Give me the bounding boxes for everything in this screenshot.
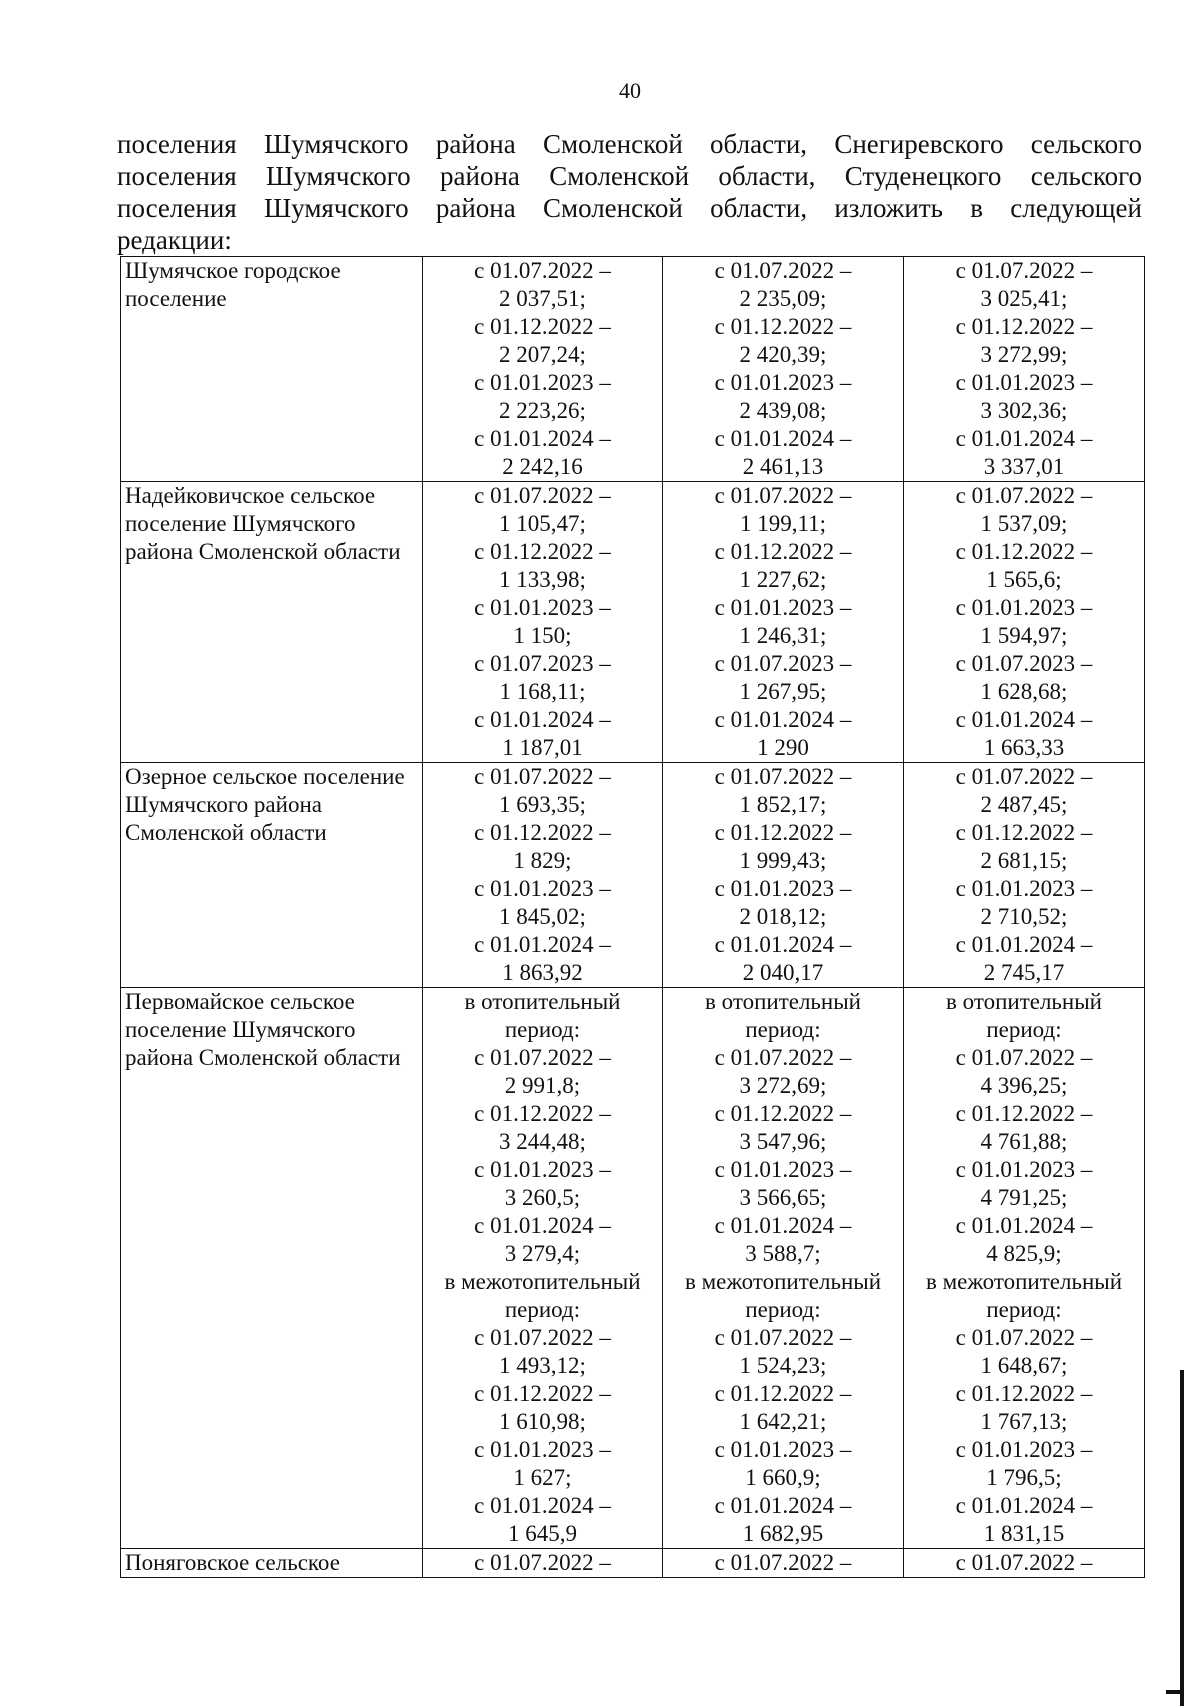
tariff-cell <box>904 482 1145 763</box>
tariff-line: с 01.07.2022 – <box>474 483 611 508</box>
tariff-line: 1 133,98; <box>499 567 586 592</box>
tariff-line: с 01.01.2024 – <box>714 707 852 732</box>
tariff-line: 1 693,35; <box>499 792 586 817</box>
tariff-line: с 01.01.2023 – <box>714 1437 852 1462</box>
tariff-line: 1 267,95; <box>739 679 827 704</box>
tariff-cell <box>423 482 663 763</box>
tariff-line: с 01.01.2024 – <box>714 426 852 451</box>
tariff-line: с 01.12.2022 – <box>955 314 1093 339</box>
table-row <box>121 1549 1145 1578</box>
tariff-line: 1 627; <box>513 1465 572 1490</box>
tariff-line: с 01.07.2022 – <box>714 1325 852 1350</box>
tariff-cell <box>423 257 663 482</box>
tariff-line: с 01.12.2022 – <box>474 1381 611 1406</box>
tariff-line: 1 682,95 <box>742 1521 824 1546</box>
tariff-line: с 01.01.2024 – <box>955 1493 1093 1518</box>
tariff-line: период: <box>745 1297 821 1322</box>
tariff-cell <box>904 988 1145 1549</box>
tariff-line: с 01.07.2022 – <box>714 258 852 283</box>
tariff-line: 3 547,96; <box>739 1129 827 1154</box>
tariff-line: с 01.07.2022 – <box>474 764 611 789</box>
tariff-line: 1 199,11; <box>739 511 827 536</box>
tariff-cell <box>423 763 663 988</box>
tariff-line: 1 537,09; <box>980 511 1068 536</box>
tariff-line: 3 272,99; <box>980 342 1068 367</box>
tariff-line: 2 681,15; <box>980 848 1068 873</box>
tariff-line: с 01.12.2022 – <box>955 1101 1093 1126</box>
tariff-cell <box>663 988 904 1549</box>
tariff-line: 1 168,11; <box>499 679 586 704</box>
tariff-cell <box>904 1549 1145 1578</box>
tariff-table <box>120 256 1145 1578</box>
tariff-line: с 01.01.2024 – <box>955 932 1093 957</box>
tariff-line: в межотопительный <box>444 1269 641 1294</box>
tariff-line: с 01.07.2022 – <box>714 764 852 789</box>
tariff-line: 4 791,25; <box>980 1185 1068 1210</box>
tariff-line: 3 588,7; <box>745 1241 821 1266</box>
tariff-line: 1 493,12; <box>499 1353 586 1378</box>
tariff-cell <box>663 763 904 988</box>
settlement-name: Шумячское городское поселение <box>121 257 423 482</box>
tariff-line: с 01.01.2024 – <box>714 1213 852 1238</box>
tariff-line: с 01.12.2022 – <box>474 820 611 845</box>
tariff-line: период: <box>986 1017 1062 1042</box>
tariff-line: 1 852,17; <box>739 792 827 817</box>
tariff-line: 1 642,21; <box>739 1409 827 1434</box>
tariff-cell <box>663 1549 904 1578</box>
tariff-line: с 01.07.2022 – <box>955 483 1093 508</box>
tariff-line: с 01.01.2023 – <box>955 370 1093 395</box>
tariff-line: с 01.07.2022 – <box>955 258 1093 283</box>
tariff-line: 1 227,62; <box>739 567 827 592</box>
tariff-line: 1 290 <box>757 735 809 760</box>
tariff-line: с 01.01.2023 – <box>474 1437 611 1462</box>
tariff-line: 1 610,98; <box>499 1409 586 1434</box>
tariff-line: с 01.07.2023 – <box>955 651 1093 676</box>
tariff-line: с 01.01.2023 – <box>474 370 611 395</box>
tariff-line: с 01.01.2024 – <box>474 426 611 451</box>
intro-line: поселения Шумячского района Смоленской области, Снегиревского сельского <box>117 129 1142 159</box>
intro-line: поселения Шумячского района Смоленской области, Студенецкого сельского <box>117 161 1142 191</box>
tariff-line: с 01.12.2022 – <box>955 820 1093 845</box>
tariff-line: 4 396,25; <box>980 1073 1068 1098</box>
tariff-line: 1 663,33 <box>983 735 1065 760</box>
tariff-line: период: <box>504 1017 581 1042</box>
tariff-line: с 01.07.2022 – <box>955 1325 1093 1350</box>
intro-line: поселения Шумячского района Смоленской области, изложить в следующей <box>117 193 1142 223</box>
tariff-line: 2 420,39; <box>739 342 827 367</box>
tariff-line: 1 831,15 <box>983 1521 1065 1546</box>
tariff-line: с 01.12.2022 – <box>714 1101 852 1126</box>
tariff-line: 3 337,01 <box>983 454 1065 479</box>
tariff-line: 1 829; <box>513 848 572 873</box>
table-row <box>121 763 1145 988</box>
tariff-line: с 01.01.2023 – <box>714 1157 852 1182</box>
tariff-line: с 01.07.2022 – <box>474 258 611 283</box>
tariff-line: 3 260,5; <box>504 1185 581 1210</box>
tariff-line: 1 660,9; <box>745 1465 821 1490</box>
intro-paragraph <box>117 128 1142 256</box>
tariff-line: 2 487,45; <box>980 792 1068 817</box>
tariff-line: 1 150; <box>513 623 572 648</box>
tariff-line: с 01.01.2024 – <box>955 426 1093 451</box>
tariff-line: с 01.01.2023 – <box>474 1157 611 1182</box>
tariff-line: с 01.07.2022 – <box>955 1045 1093 1070</box>
tariff-line: с 01.12.2022 – <box>714 820 852 845</box>
tariff-line: с 01.01.2023 – <box>714 595 852 620</box>
table-row <box>121 257 1145 482</box>
tariff-line: с 01.01.2023 – <box>474 876 611 901</box>
tariff-line: 3 272,69; <box>739 1073 827 1098</box>
tariff-line: с 01.01.2024 – <box>714 932 852 957</box>
tariff-line: 3 279,4; <box>504 1241 581 1266</box>
tariff-line: 1 999,43; <box>739 848 827 873</box>
tariff-line: в отопительный <box>705 989 861 1014</box>
tariff-line: 1 796,5; <box>986 1465 1062 1490</box>
tariff-line: 3 302,36; <box>980 398 1068 423</box>
tariff-line: с 01.12.2022 – <box>955 1381 1093 1406</box>
tariff-line: в межотопительный <box>925 1269 1123 1294</box>
tariff-line: в межотопительный <box>684 1269 882 1294</box>
tariff-line: с 01.07.2022 – <box>474 1045 611 1070</box>
table-row <box>121 988 1145 1549</box>
tariff-line: период: <box>986 1297 1062 1322</box>
tariff-line: 2 710,52; <box>980 904 1068 929</box>
tariff-line: с 01.07.2022 – <box>474 1325 611 1350</box>
tariff-cell <box>904 257 1145 482</box>
tariff-cell <box>423 988 663 1549</box>
intro-line: редакции: <box>117 225 232 255</box>
tariff-line: 2 242,16 <box>502 454 583 479</box>
tariff-line: 1 105,47; <box>499 511 586 536</box>
tariff-line: 3 025,41; <box>980 286 1068 311</box>
tariff-line: с 01.12.2022 – <box>714 314 852 339</box>
tariff-line: 3 566,65; <box>739 1185 827 1210</box>
tariff-line: 4 825,9; <box>986 1241 1062 1266</box>
tariff-line: 1 628,68; <box>980 679 1068 704</box>
tariff-cell <box>663 257 904 482</box>
settlement-name: Озерное сельское поселение Шумячского района Смоленской области <box>121 763 423 988</box>
tariff-line: с 01.07.2023 – <box>714 651 852 676</box>
settlement-name: Поняговское сельское <box>121 1549 423 1578</box>
tariff-line: период: <box>504 1297 581 1322</box>
tariff-line: с 01.01.2024 – <box>474 1213 611 1238</box>
tariff-line: 1 246,31; <box>739 623 827 648</box>
page-edge-mark-bottom <box>1166 1690 1184 1694</box>
tariff-line: 2 461,13 <box>742 454 824 479</box>
tariff-line: 1 767,13; <box>980 1409 1068 1434</box>
tariff-line: 1 524,23; <box>739 1353 827 1378</box>
page-number: 40 <box>619 78 641 103</box>
tariff-line: период: <box>745 1017 821 1042</box>
tariff-line: с 01.07.2022 – <box>955 1550 1093 1575</box>
tariff-line: с 01.01.2024 – <box>955 1213 1093 1238</box>
tariff-line: с 01.01.2023 – <box>955 876 1093 901</box>
table-row <box>121 482 1145 763</box>
tariff-line: 1 594,97; <box>980 623 1068 648</box>
tariff-line: с 01.07.2022 – <box>714 483 852 508</box>
tariff-line: 1 845,02; <box>499 904 586 929</box>
tariff-table-body <box>121 257 1145 1578</box>
tariff-line: в отопительный <box>946 989 1102 1014</box>
tariff-line: с 01.01.2024 – <box>474 932 611 957</box>
tariff-line: с 01.12.2022 – <box>474 314 611 339</box>
tariff-line: 2 037,51; <box>499 286 586 311</box>
tariff-line: с 01.12.2022 – <box>714 539 852 564</box>
tariff-line: с 01.01.2023 – <box>955 595 1093 620</box>
tariff-line: 2 991,8; <box>504 1073 581 1098</box>
tariff-line: в отопительный <box>464 989 621 1014</box>
tariff-line: с 01.12.2022 – <box>714 1381 852 1406</box>
tariff-line: 1 565,6; <box>986 567 1062 592</box>
tariff-line: с 01.01.2024 – <box>714 1493 852 1518</box>
tariff-line: с 01.01.2023 – <box>955 1437 1093 1462</box>
tariff-line: с 01.07.2022 – <box>714 1550 852 1575</box>
page-edge-mark <box>1180 1370 1184 1706</box>
settlement-name: Надейковичское сельское поселение Шумячского района Смоленской области <box>121 482 423 763</box>
tariff-cell <box>663 482 904 763</box>
settlement-name: Первомайское сельское поселение Шумячского района Смоленской области <box>121 988 423 1549</box>
tariff-line: 1 863,92 <box>502 960 583 985</box>
tariff-line: с 01.07.2022 – <box>714 1045 852 1070</box>
tariff-line: 3 244,48; <box>499 1129 586 1154</box>
tariff-line: с 01.01.2023 – <box>714 876 852 901</box>
tariff-line: 2 207,24; <box>499 342 586 367</box>
tariff-line: с 01.01.2024 – <box>474 1493 611 1518</box>
tariff-line: с 01.12.2022 – <box>474 1101 611 1126</box>
tariff-line: 1 648,67; <box>980 1353 1068 1378</box>
tariff-line: 2 018,12; <box>739 904 827 929</box>
tariff-line: 2 439,08; <box>739 398 827 423</box>
tariff-line: 2 235,09; <box>739 286 827 311</box>
tariff-line: с 01.01.2024 – <box>474 707 611 732</box>
tariff-line: 2 745,17 <box>983 960 1065 985</box>
tariff-line: с 01.01.2023 – <box>714 370 852 395</box>
tariff-line: с 01.07.2023 – <box>474 651 611 676</box>
tariff-line: с 01.07.2022 – <box>474 1550 611 1575</box>
tariff-line: 2 040,17 <box>742 960 824 985</box>
tariff-cell <box>904 763 1145 988</box>
tariff-line: 1 645,9 <box>508 1521 577 1546</box>
tariff-cell <box>423 1549 663 1578</box>
tariff-line: 2 223,26; <box>499 398 586 423</box>
tariff-line: с 01.01.2023 – <box>474 595 611 620</box>
tariff-line: с 01.01.2024 – <box>955 707 1093 732</box>
tariff-line: 1 187,01 <box>502 735 583 760</box>
tariff-line: с 01.12.2022 – <box>955 539 1093 564</box>
tariff-line: с 01.01.2023 – <box>955 1157 1093 1182</box>
tariff-line: с 01.12.2022 – <box>474 539 611 564</box>
tariff-line: 4 761,88; <box>980 1129 1068 1154</box>
tariff-line: с 01.07.2022 – <box>955 764 1093 789</box>
